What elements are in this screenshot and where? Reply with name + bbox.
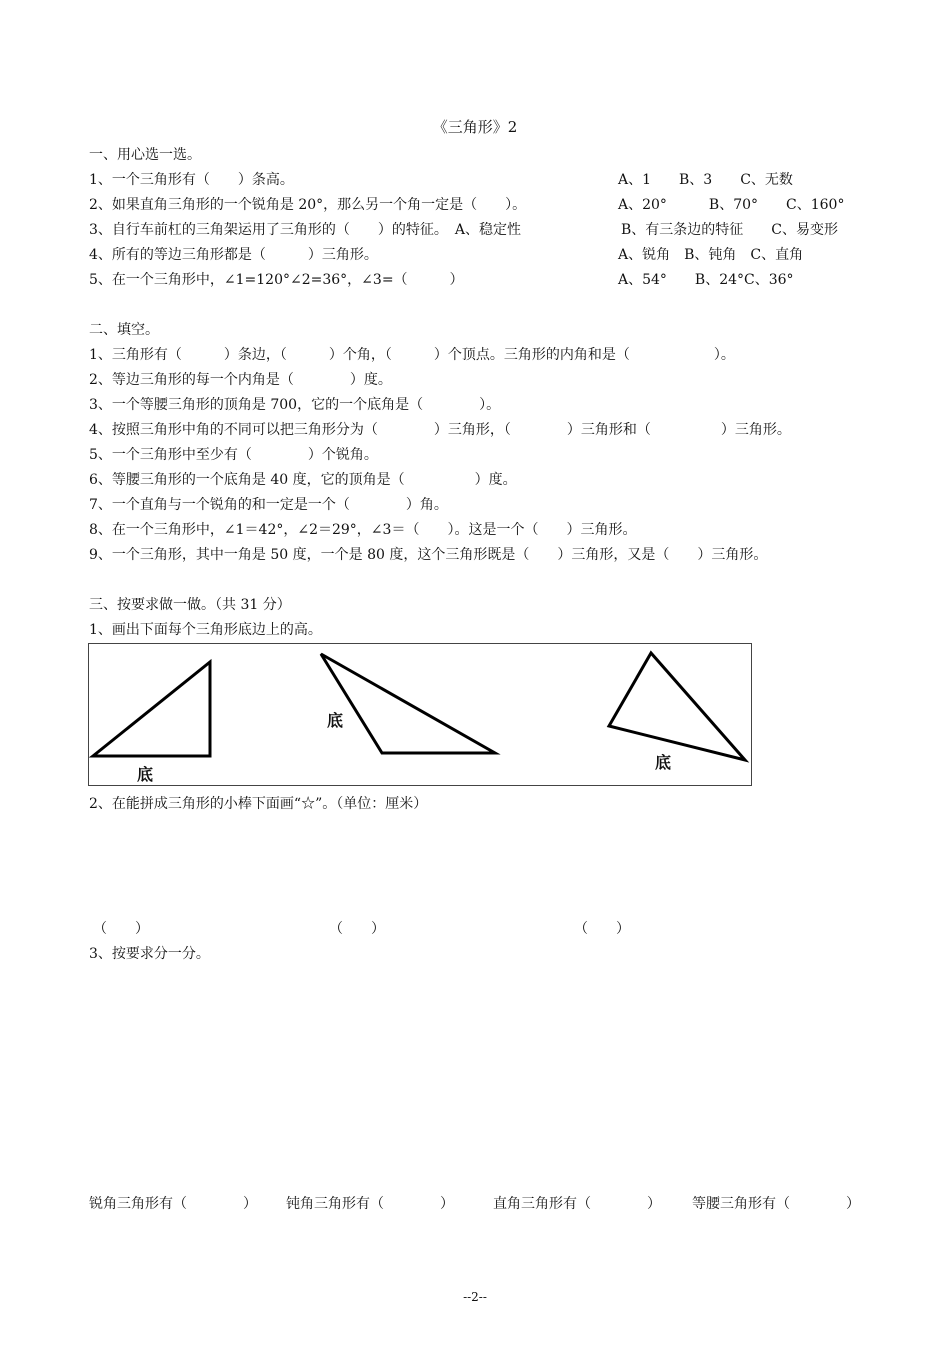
answer-bracket-2[interactable]: （ ） (329, 921, 385, 937)
base-label-1: 底 (137, 765, 154, 784)
classify-obtuse: 钝角三角形有（ ） (286, 1196, 454, 1212)
fill-item-8: 8、在一个三角形中，∠1＝42°，∠2＝29°，∠3＝（ ）。这是一个（ ）三角形。 (89, 522, 637, 538)
triangle-drawings (89, 644, 753, 787)
answer-bracket-1[interactable]: （ ） (93, 921, 149, 937)
fill-item-1: 1、三角形有（ ）条边，（ ）个角，（ ）个顶点。三角形的内角和是（ ）。 (89, 347, 735, 363)
choice-question-2: 2、如果直角三角形的一个锐角是 20°，那么另一个角一定是（ ）。 (89, 197, 527, 213)
choice-question-1: 1、一个三角形有（ ）条高。 (89, 172, 294, 188)
classify-acute: 锐角三角形有（ ） (89, 1196, 257, 1212)
fill-item-6: 6、等腰三角形的一个底角是 40 度，它的顶角是（ ）度。 (89, 472, 517, 488)
answer-bracket-3[interactable]: （ ） (574, 921, 630, 937)
choice-question-3: 3、自行车前杠的三角架运用了三角形的（ ）的特征。 A、稳定性 (89, 222, 522, 238)
page-number: --2-- (463, 1290, 487, 1304)
classify-isosceles: 等腰三角形有（ ） (692, 1196, 860, 1212)
fill-item-7: 7、一个直角与一个锐角的和一定是一个（ ）角。 (89, 497, 448, 513)
choice-options-3: B、有三条边的特征 C、易变形 (621, 222, 838, 238)
choice-options-1: A、1 B、3 C、无数 (618, 172, 793, 188)
fill-item-4: 4、按照三角形中角的不同可以把三角形分为（ ）三角形，（ ）三角形和（ ）三角形。 (89, 422, 791, 438)
sticks-instruction: 2、在能拼成三角形的小棒下面画“☆”。（单位：厘米） (89, 796, 428, 812)
triangle-figure-box (88, 643, 752, 786)
fill-item-5: 5、一个三角形中至少有（ ）个锐角。 (89, 447, 378, 463)
choice-options-2: A、20° B、70° C、160° (618, 197, 845, 213)
choice-options-4: A、锐角 B、钝角 C、直角 (618, 247, 804, 263)
draw-height-instruction: 1、画出下面每个三角形底边上的高。 (89, 622, 322, 638)
page-title: 《三角形》2 (432, 118, 518, 136)
section2-heading: 二、填空。 (89, 322, 159, 338)
acute-triangle (609, 653, 745, 760)
right-triangle (93, 662, 210, 756)
fill-item-9: 9、一个三角形，其中一角是 50 度，一个是 80 度，这个三角形既是（ ）三角形，又是（ ）三角形。 (89, 547, 768, 563)
base-label-3: 底 (655, 753, 672, 772)
choice-options-5: A、54° B、24°C、36° (618, 272, 794, 288)
section3-heading: 三、按要求做一做。（共 31 分） (89, 597, 291, 613)
choice-question-5: 5、在一个三角形中，∠1=120°∠2=36°，∠3=（ ） (89, 272, 464, 288)
fill-item-3: 3、一个等腰三角形的顶角是 700，它的一个底角是（ ）。 (89, 397, 501, 413)
fill-item-2: 2、等边三角形的每一个内角是（ ）度。 (89, 372, 392, 388)
obtuse-triangle (321, 654, 495, 753)
section1-heading: 一、用心选一选。 (89, 147, 201, 163)
classify-right: 直角三角形有（ ） (493, 1196, 661, 1212)
base-label-2: 底 (327, 711, 344, 730)
classify-instruction: 3、按要求分一分。 (89, 946, 210, 962)
choice-question-4: 4、所有的等边三角形都是（ ）三角形。 (89, 247, 378, 263)
